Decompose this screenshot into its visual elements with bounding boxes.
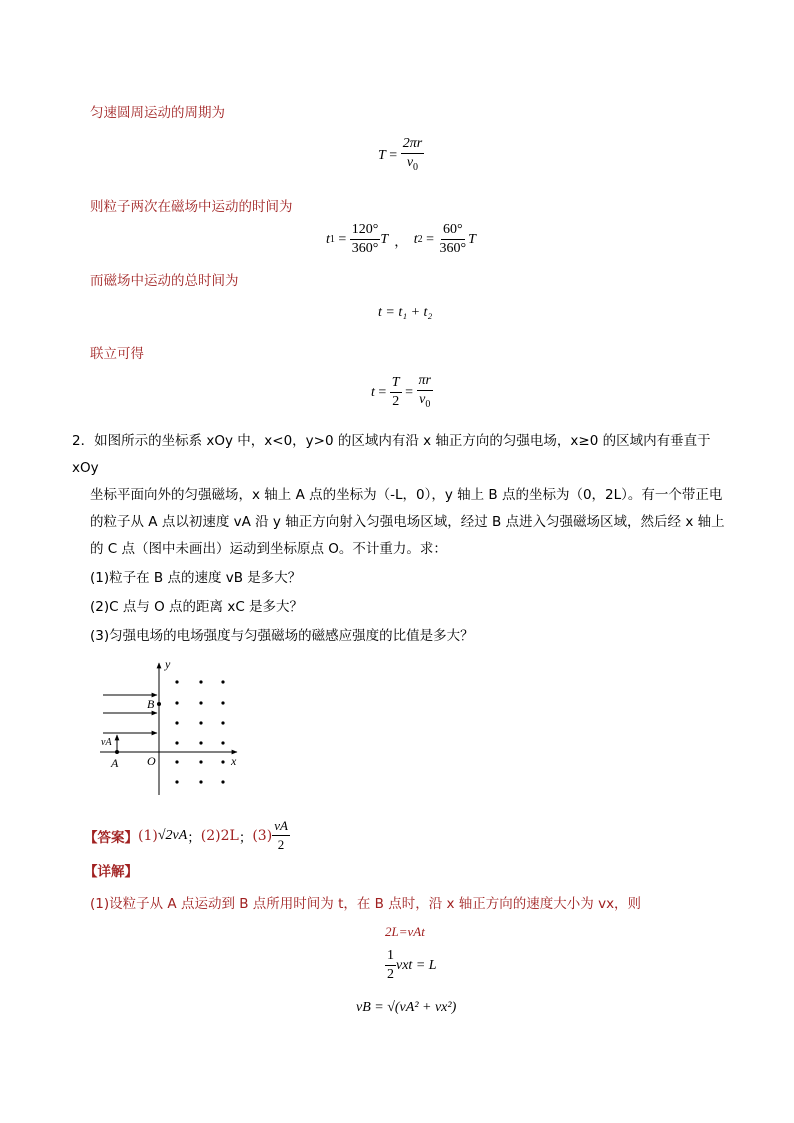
question-2 [72,428,732,650]
period-formula: T = $\frac{2\pi r}{v_0}$ [378,136,423,173]
question-2-line1: 2．如图所示的坐标系 xOy 中，x<0，y>0 的区域内有沿 x 轴正方向的匀强电场，x≥0 的区域内有垂直于 xOy [72,433,711,476]
point-a-dot [115,750,119,754]
sub-question-2: (2)C 点与 O 点的距离 xC 是多大？ [90,599,304,615]
y-axis-label: y [165,657,171,671]
period-label: 匀速圆周运动的周期为 [90,105,225,121]
detail-line1: (1)设粒子从 A 点运动到 B 点所用时间为 t，在 B 点时，沿 x 轴正方向的速度大小为 vx，则 [90,896,642,912]
answer-separator: ； [187,829,201,846]
answer-part2: (2)2L [200,827,239,844]
answer-tag: 【答案】 [84,829,138,846]
point-b-dot [157,702,161,706]
detail-eq1: 2L=vAt [385,924,425,939]
answer-part3-prefix: (3) [252,827,273,844]
combine-label: 联立可得 [90,346,144,362]
t1-t2-formula: t 1 = $\frac{120^\circ}{360^\circ}$ T ， t 2 = $\frac{60^\circ}{360^\circ}$ T [326,222,476,256]
detail-eq3: vB = √(vA² + vx²) [356,1000,457,1015]
velocity-label: vA [101,737,112,748]
detail-eq2: $\frac{1}{2}$ vxt = L [387,948,437,982]
origin-label: O [147,754,156,768]
answer-separator: ； [238,829,253,846]
total-time-formula: t = t₁ + t₂ [378,305,433,320]
sub-question-3: (3)匀强电场的电场强度与匀强磁场的磁感应强度的比值是多大？ [90,628,474,644]
final-formula: t = $\frac{T}{2}$ = $\frac{\pi r}{v_0}$ [371,373,431,410]
detail-tag: 【详解】 [84,864,138,880]
question-2-line3: 的粒子从 A 点以初速度 vA 沿 y 轴正方向射入匀强电场区域，经过 B 点进入匀强磁场区域，然后经 x 轴上 [90,514,725,530]
point-a-label: A [111,756,119,770]
question-2-line2: 坐标平面向外的匀强磁场，x 轴上 A 点的坐标为（-L，0），y 轴上 B 点的坐标为（0，2L）。有一个带正电 [90,487,723,503]
answer-part1-value: √2vA [157,827,188,843]
x-axis-label: x [231,754,237,768]
time-label: 则粒子两次在磁场中运动的时间为 [90,199,293,215]
answer-part3-fraction: $\frac{vA}{2}$ [274,818,288,852]
answer-line [84,818,290,853]
point-b-label: B [147,697,155,711]
field-diagram [95,655,255,800]
sub-question-1: (1)粒子在 B 点的速度 vB 是多大？ [90,570,302,586]
answer-part1-prefix: (1) [138,827,158,844]
question-2-line4: 的 C 点（图中未画出）运动到坐标原点 O。不计重力。求： [90,541,447,557]
total-time-label: 而磁场中运动的总时间为 [90,273,239,289]
magnetic-field-dots [175,680,224,783]
